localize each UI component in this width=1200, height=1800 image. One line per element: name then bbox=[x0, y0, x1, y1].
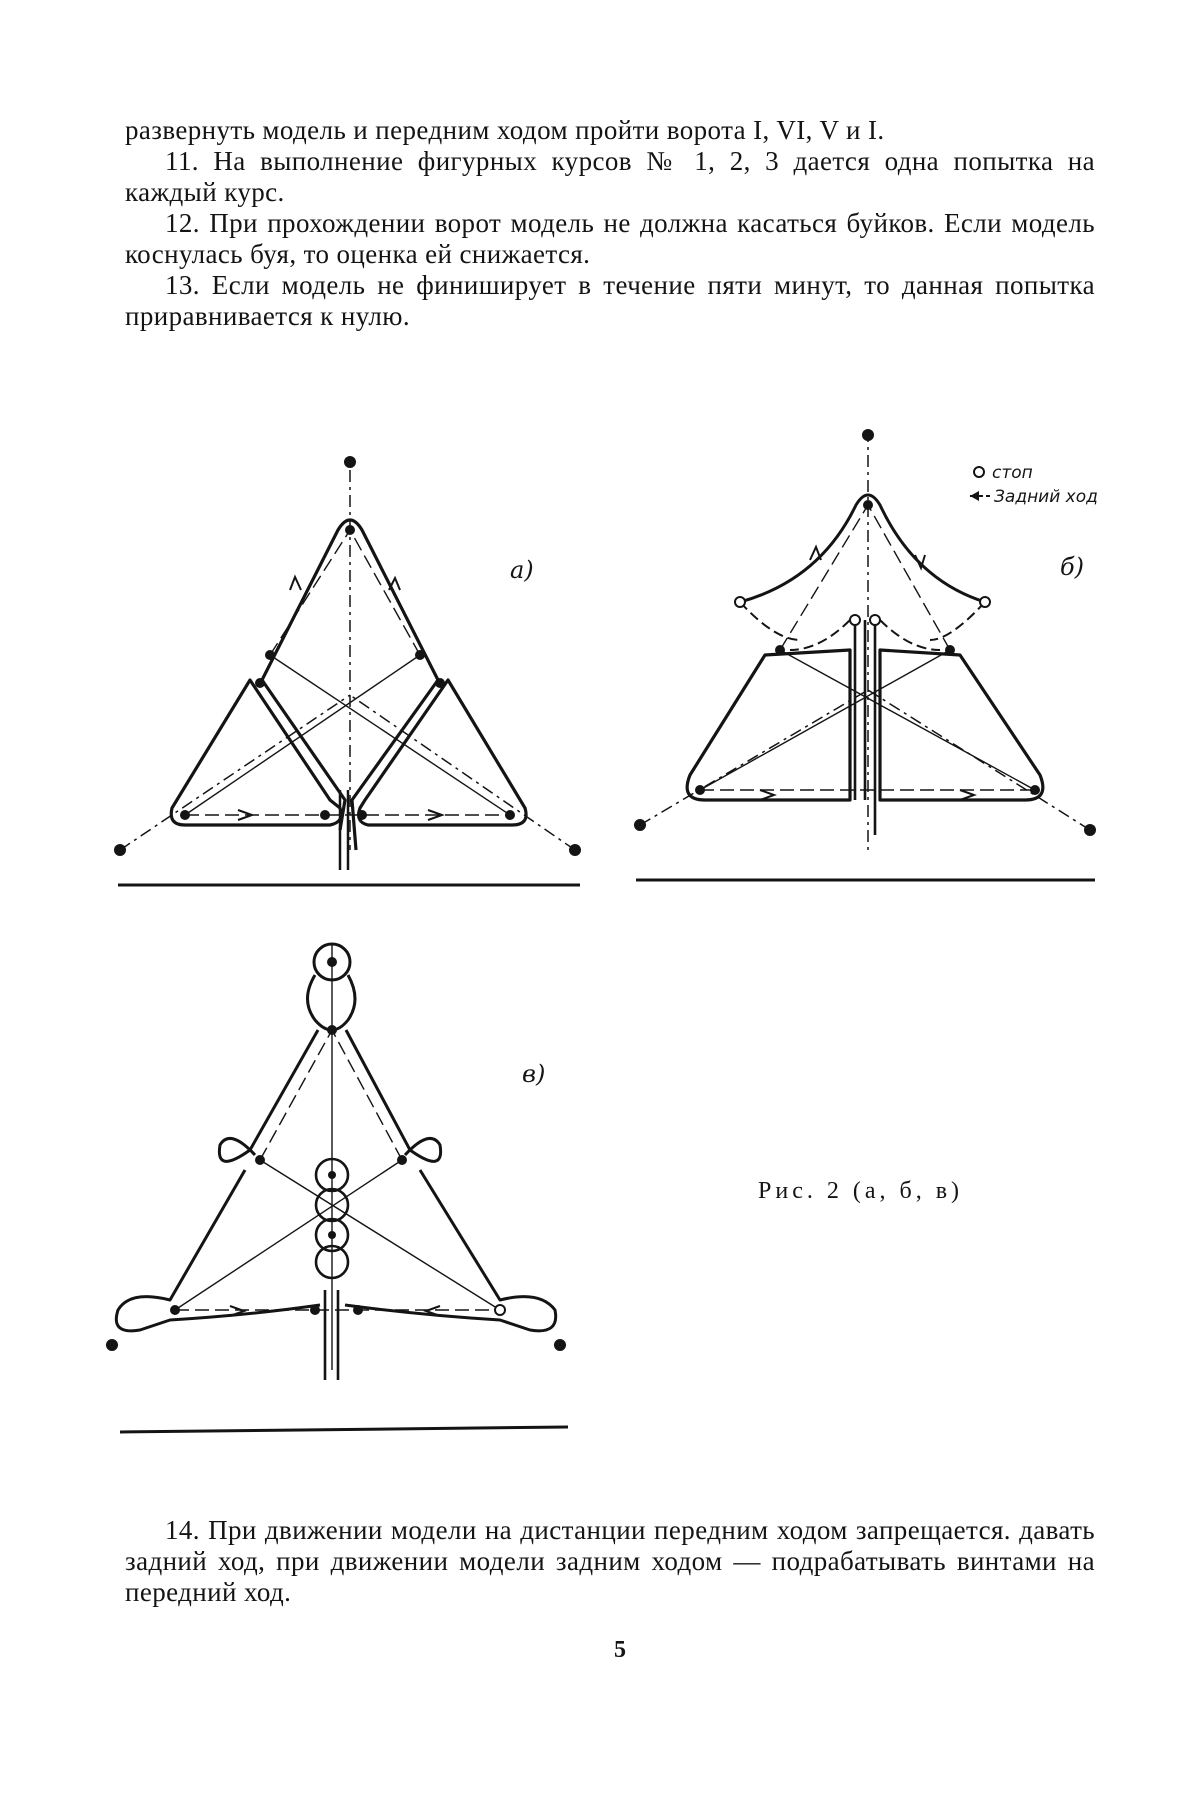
legend-reverse-text: Задний ход bbox=[994, 487, 1098, 507]
paragraph-12: 12. При прохождении ворот модель не должна касаться буйков. Если модель коснулась буя, то оценка ей снижается. bbox=[125, 208, 1095, 269]
paragraph-11: 11. На выполнение фигурных курсов № 1, 2, 3 дается одна попытка на каждый курс. bbox=[125, 146, 1095, 207]
figure-caption: Рис. 2 (а, б, в) bbox=[758, 1178, 964, 1204]
paragraph-continuation: развернуть модель и передним ходом пройти ворота I, VI, V и I. bbox=[125, 115, 885, 145]
legend-stop-icon bbox=[974, 467, 984, 477]
page-number: 5 bbox=[614, 1637, 626, 1663]
panel-v-baseline bbox=[120, 1427, 568, 1432]
panel-b-label: б) bbox=[1060, 553, 1085, 581]
bottom-text-block bbox=[125, 1515, 1095, 1608]
panel-a-label: а) bbox=[510, 556, 534, 584]
panel-v-diagram bbox=[116, 944, 555, 1380]
legend-reverse-arrow-icon bbox=[970, 491, 990, 501]
panel-b-stop-markers bbox=[735, 597, 990, 625]
panel-v-stop-marker bbox=[495, 1305, 505, 1315]
legend-stop-text: стоп bbox=[992, 463, 1033, 483]
paragraph-14: 14. При движении модели на дистанции передним ходом запрещается. давать задний ход, при движении модели задним ходом — подрабатывать винтами на передний ход. bbox=[125, 1515, 1095, 1607]
paragraph-13: 13. Если модель не финиширует в течение пяти минут, то данная попытка приравнивается к нулю. bbox=[125, 270, 1095, 331]
legend bbox=[970, 463, 1098, 507]
panel-v-label: в) bbox=[522, 1060, 546, 1088]
